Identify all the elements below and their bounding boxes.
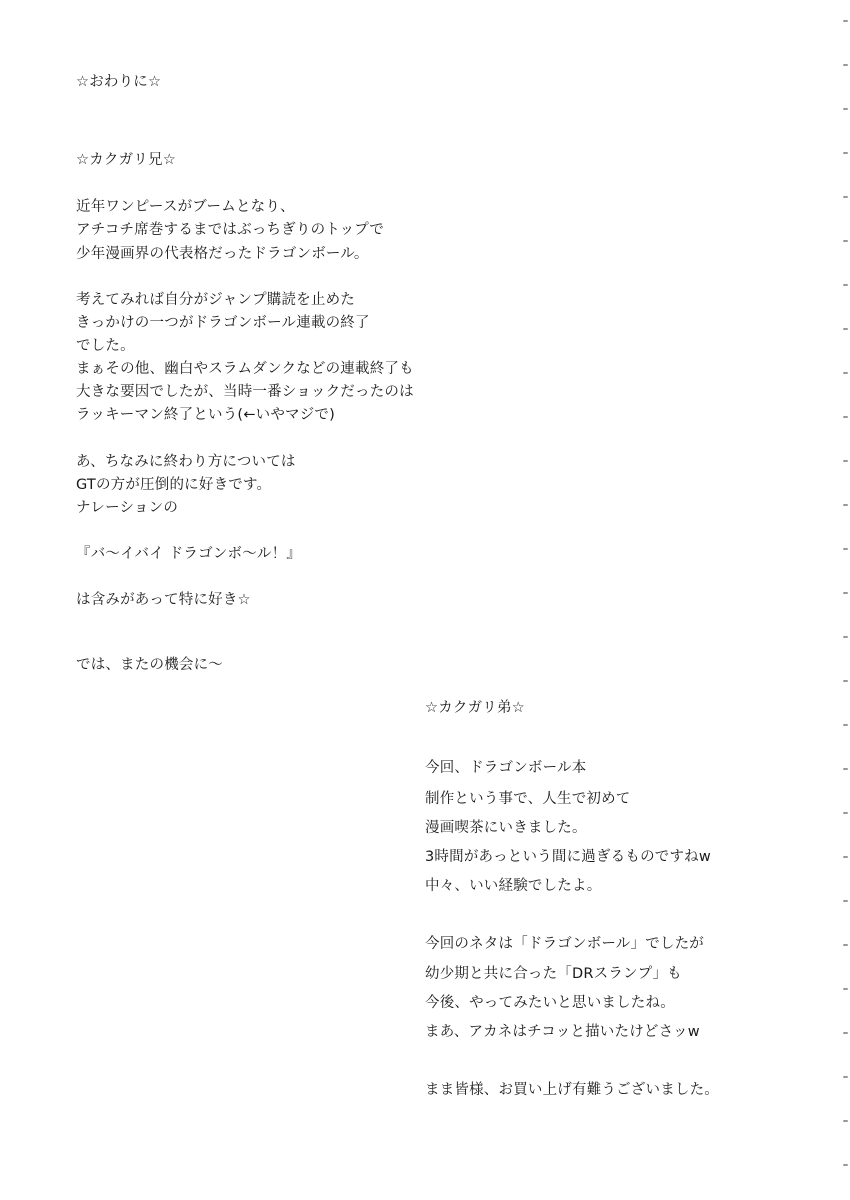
scan-mark bbox=[843, 988, 848, 990]
younger-text-line: 幼少期と共に合った「DRスランプ」も bbox=[425, 966, 682, 982]
scan-mark bbox=[843, 680, 848, 682]
elder-text-line: 大きな要因でしたが、当時一番ショックだったのは bbox=[76, 384, 414, 400]
elder-text-line: きっかけの一つがドラゴンボール連載の終了 bbox=[76, 315, 370, 331]
scan-mark bbox=[843, 108, 848, 110]
elder-text-line: まぁその他、幽白やスラムダンクなどの連載終了も bbox=[76, 361, 414, 377]
scan-mark bbox=[843, 724, 848, 726]
scan-mark bbox=[843, 812, 848, 814]
scan-mark bbox=[843, 196, 848, 198]
elder-text-line: アチコチ席巻するまではぶっちぎりのトップで bbox=[76, 222, 385, 238]
elder-text-line: 考えてみれば自分がジャンプ購読を止めた bbox=[76, 292, 356, 308]
elder-text-line: でした。 bbox=[76, 338, 135, 354]
elder-brother-title: ☆カクガリ兄☆ bbox=[76, 152, 176, 168]
scan-mark bbox=[843, 636, 848, 638]
scan-mark bbox=[843, 416, 848, 418]
younger-text-line: 今回、ドラゴンボール本 bbox=[425, 760, 587, 776]
younger-text-line: 漫画喫茶にいきました。 bbox=[425, 820, 587, 836]
scan-mark bbox=[843, 1032, 848, 1034]
scan-mark bbox=[843, 548, 848, 550]
scan-mark bbox=[843, 460, 848, 462]
scan-mark bbox=[843, 1120, 848, 1122]
younger-text-line: 今後、やってみたいと思いましたね。 bbox=[425, 995, 675, 1011]
elder-text-line: ナレーションの bbox=[76, 500, 179, 516]
elder-text-line: 近年ワンピースがブームとなり、 bbox=[76, 199, 295, 215]
scan-mark bbox=[843, 504, 848, 506]
scan-mark bbox=[843, 240, 848, 242]
younger-brother-title: ☆カクガリ弟☆ bbox=[425, 700, 525, 716]
scan-edge-marks bbox=[836, 0, 850, 1200]
younger-text-line: 中々、いい経験でしたよ。 bbox=[425, 878, 602, 894]
scan-mark bbox=[843, 856, 848, 858]
elder-text-line: あ、ちなみに終わり方については bbox=[76, 454, 296, 470]
elder-text-line: ラッキーマン終了という(←いやマジで) bbox=[76, 407, 335, 423]
afterword-heading: ☆おわりに☆ bbox=[76, 74, 162, 90]
elder-text-line: 少年漫画界の代表格だったドラゴンボール。 bbox=[76, 246, 369, 262]
scan-mark bbox=[843, 900, 848, 902]
younger-text-line: まあ、アカネはチコッと描いたけどさッw bbox=[425, 1024, 700, 1040]
elder-closing-line: では、またの機会に～ bbox=[76, 657, 223, 673]
younger-text-line: 3時間があっという間に過ぎるものですねw bbox=[425, 849, 711, 865]
younger-text-line: 今回のネタは「ドラゴンボール」でしたが bbox=[425, 936, 705, 952]
scan-mark bbox=[843, 592, 848, 594]
scan-mark bbox=[843, 20, 848, 22]
younger-closing-line: まま皆様、お買い上げ有難うございました。 bbox=[425, 1082, 719, 1098]
scan-mark bbox=[843, 1076, 848, 1078]
narration-quote: 『バ～イバイ ドラゴンボ～ル！』 bbox=[76, 546, 302, 562]
scan-mark bbox=[843, 1164, 848, 1166]
scan-mark bbox=[843, 328, 848, 330]
elder-text-line: GTの方が圧倒的に好きです。 bbox=[76, 477, 272, 493]
scan-mark bbox=[843, 944, 848, 946]
scan-mark bbox=[843, 768, 848, 770]
elder-text-line: は含みがあって特に好き☆ bbox=[76, 592, 251, 608]
scan-mark bbox=[843, 152, 848, 154]
scan-mark bbox=[843, 372, 848, 374]
scan-mark bbox=[843, 64, 848, 66]
scan-mark bbox=[843, 284, 848, 286]
younger-text-line: 制作という事で、人生で初めて bbox=[425, 791, 631, 807]
